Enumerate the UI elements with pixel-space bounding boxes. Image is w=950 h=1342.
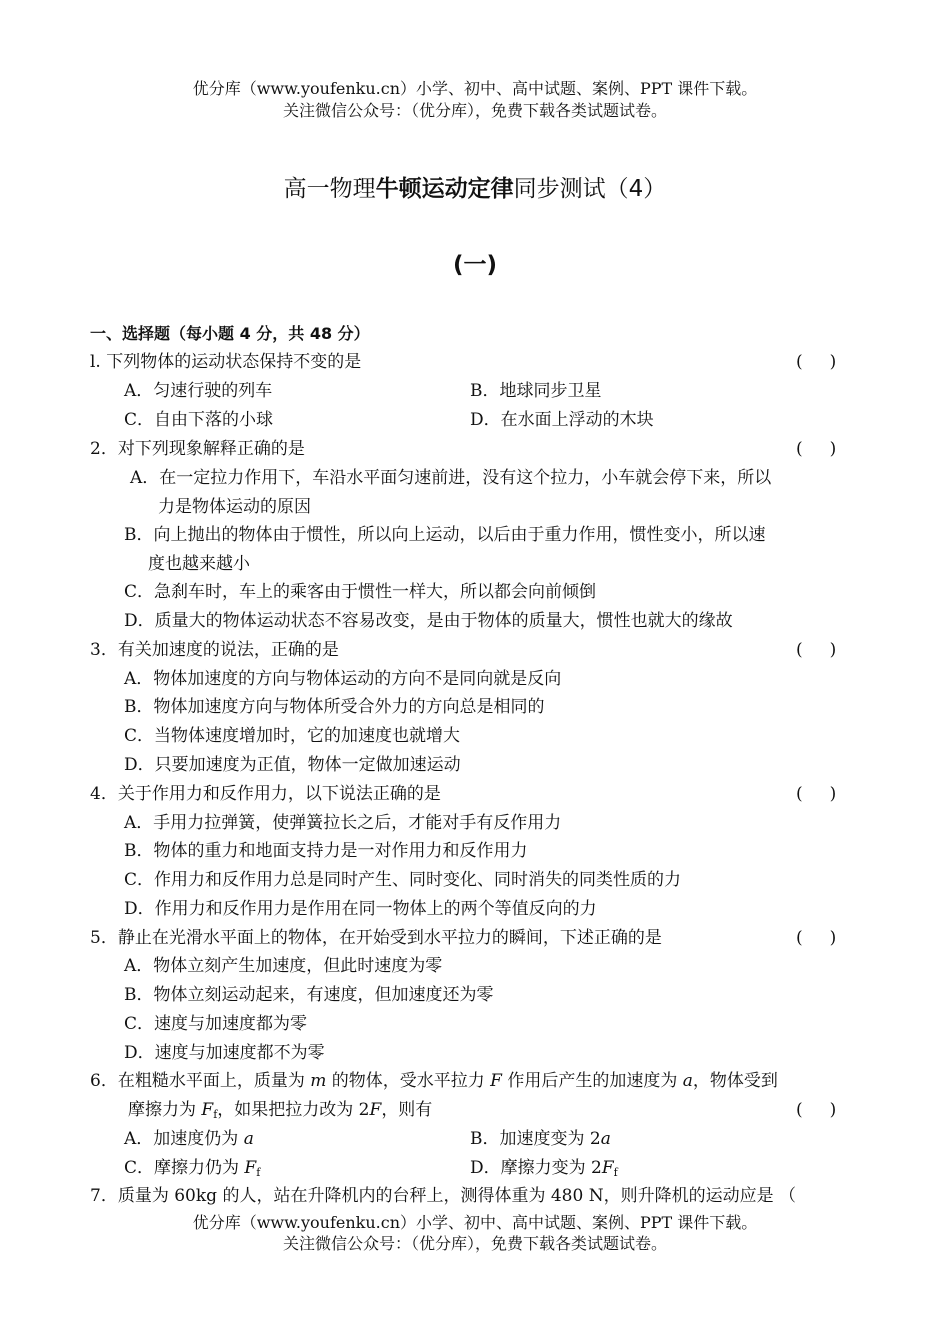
stem-text: ，则有 xyxy=(381,1100,433,1120)
q2-option-a-line1: A．在一定拉力作用下，车沿水平面匀速前进，没有这个拉力，小车就会停下来，所以 xyxy=(130,468,772,488)
var-a: a xyxy=(600,1129,611,1149)
answer-blank: ( ) xyxy=(796,784,837,804)
part-label: (一) xyxy=(452,252,498,278)
question-1-stem: l. 下列物体的运动状态保持不变的是 xyxy=(90,352,362,372)
q2-option-b-line1: B．向上抛出的物体由于惯性，所以向上运动，以后由于重力作用，惯性变小，所以速 xyxy=(124,525,766,545)
q6-option-d xyxy=(470,1155,618,1186)
stem-text: 6．在粗糙水平面上，质量为 xyxy=(90,1071,311,1091)
q2-option-c: C．急刹车时，车上的乘客由于惯性一样大，所以都会向前倾倒 xyxy=(124,582,597,602)
section-heading: 一、选择题（每小题 4 分，共 48 分） xyxy=(90,324,370,343)
q6-option-b xyxy=(470,1126,611,1152)
q6-option-c xyxy=(124,1155,260,1186)
question-4-stem: 4．关于作用力和反作用力，以下说法正确的是 xyxy=(90,784,441,804)
header-line-1: 优分库（www.youfenku.cn）小学、初中、高中试题、案例、PPT 课件下载。 xyxy=(192,79,758,98)
q3-option-d: D．只要加速度为正值，物体一定做加速运动 xyxy=(124,755,461,775)
question-6-stem-line1 xyxy=(90,1068,778,1094)
var-F: F xyxy=(601,1158,614,1178)
q5-option-c: C．速度与加速度都为零 xyxy=(124,1014,308,1034)
var-F: F xyxy=(490,1071,502,1091)
option-text: B．加速度变为 2 xyxy=(470,1129,601,1149)
title-prefix: 高一物理 xyxy=(283,176,376,202)
subscript-f: f xyxy=(213,1108,218,1121)
var-a: a xyxy=(243,1129,254,1149)
q1-option-c: C．自由下落的小球 xyxy=(124,410,274,430)
var-Ff: F xyxy=(201,1100,214,1120)
q2-option-d: D．质量大的物体运动状态不容易改变，是由于物体的质量大，惯性也就大的缘故 xyxy=(124,611,733,631)
stem-text: ，如果把拉力改为 2 xyxy=(217,1100,370,1120)
subscript-f: f xyxy=(256,1166,261,1179)
subscript-f: f xyxy=(613,1166,618,1179)
answer-blank: ( ) xyxy=(796,1100,837,1120)
question-2-stem: 2．对下列现象解释正确的是 xyxy=(90,439,305,459)
title-emphasis: 牛顿运动定律 xyxy=(375,176,514,202)
q6-option-a xyxy=(124,1126,254,1152)
q3-option-c: C．当物体速度增加时，它的加速度也就增大 xyxy=(124,726,461,746)
var-F: F xyxy=(369,1100,382,1120)
answer-blank: ( ) xyxy=(796,928,837,948)
q1-option-b: B．地球同步卫星 xyxy=(470,381,602,401)
var-F: F xyxy=(244,1158,257,1178)
stem-text: 作用后产生的加速度为 xyxy=(501,1071,683,1091)
q4-option-c: C．作用力和反作用力总是同时产生、同时变化、同时消失的同类性质的力 xyxy=(124,870,682,890)
stem-text: ，物体受到 xyxy=(692,1071,778,1091)
q3-option-a: A．物体加速度的方向与物体运动的方向不是同向就是反向 xyxy=(124,669,562,689)
option-text: C．摩擦力仍为 xyxy=(124,1158,245,1178)
header-line-2: 关注微信公众号：（优分库），免费下载各类试题试卷。 xyxy=(282,101,667,120)
footer-line-1: 优分库（www.youfenku.cn）小学、初中、高中试题、案例、PPT 课件下载。 xyxy=(192,1213,758,1232)
q5-option-a: A．物体立刻产生加速度，但此时速度为零 xyxy=(124,956,443,976)
question-5-stem: 5．静止在光滑水平面上的物体，在开始受到水平拉力的瞬间，下述正确的是 xyxy=(90,928,662,948)
title-suffix: 同步测试（4） xyxy=(513,176,667,202)
question-7-stem: 7．质量为 60kg 的人，站在升降机内的台秤上，测得体重为 480 N，则升降机的运动应是 （ xyxy=(90,1186,796,1206)
q2-option-a-line2: 力是物体运动的原因 xyxy=(158,497,311,517)
question-6-stem-line2 xyxy=(128,1097,432,1128)
q4-option-d: D．作用力和反作用力是作用在同一物体上的两个等值反向的力 xyxy=(124,899,597,919)
answer-blank: ( ) xyxy=(796,439,837,459)
q1-option-d: D．在水面上浮动的木块 xyxy=(470,410,654,430)
option-text: D．摩擦力变为 2 xyxy=(470,1158,602,1178)
footer-line-2: 关注微信公众号：（优分库），免费下载各类试题试卷。 xyxy=(282,1234,667,1253)
answer-blank: ( ) xyxy=(796,640,837,660)
q5-option-d: D．速度与加速度都不为零 xyxy=(124,1043,325,1063)
q5-option-b: B．物体立刻运动起来，有速度，但加速度还为零 xyxy=(124,985,494,1005)
var-a: a xyxy=(682,1071,693,1091)
var-m: m xyxy=(310,1071,327,1091)
page-title xyxy=(0,174,950,204)
q4-option-b: B．物体的重力和地面支持力是一对作用力和反作用力 xyxy=(124,841,528,861)
q3-option-b: B．物体加速度方向与物体所受合外力的方向总是相同的 xyxy=(124,697,545,717)
q4-option-a: A．手用力拉弹簧，使弹簧拉长之后，才能对手有反作用力 xyxy=(124,813,562,833)
q2-option-b-line2: 度也越来越小 xyxy=(148,554,250,574)
question-3-stem: 3．有关加速度的说法，正确的是 xyxy=(90,640,339,660)
stem-text: 摩擦力为 xyxy=(128,1100,202,1120)
option-text: A．加速度仍为 xyxy=(124,1129,244,1149)
answer-blank: ( ) xyxy=(796,352,837,372)
q1-option-a: A．匀速行驶的列车 xyxy=(124,381,273,401)
stem-text: 的物体，受水平拉力 xyxy=(326,1071,491,1091)
